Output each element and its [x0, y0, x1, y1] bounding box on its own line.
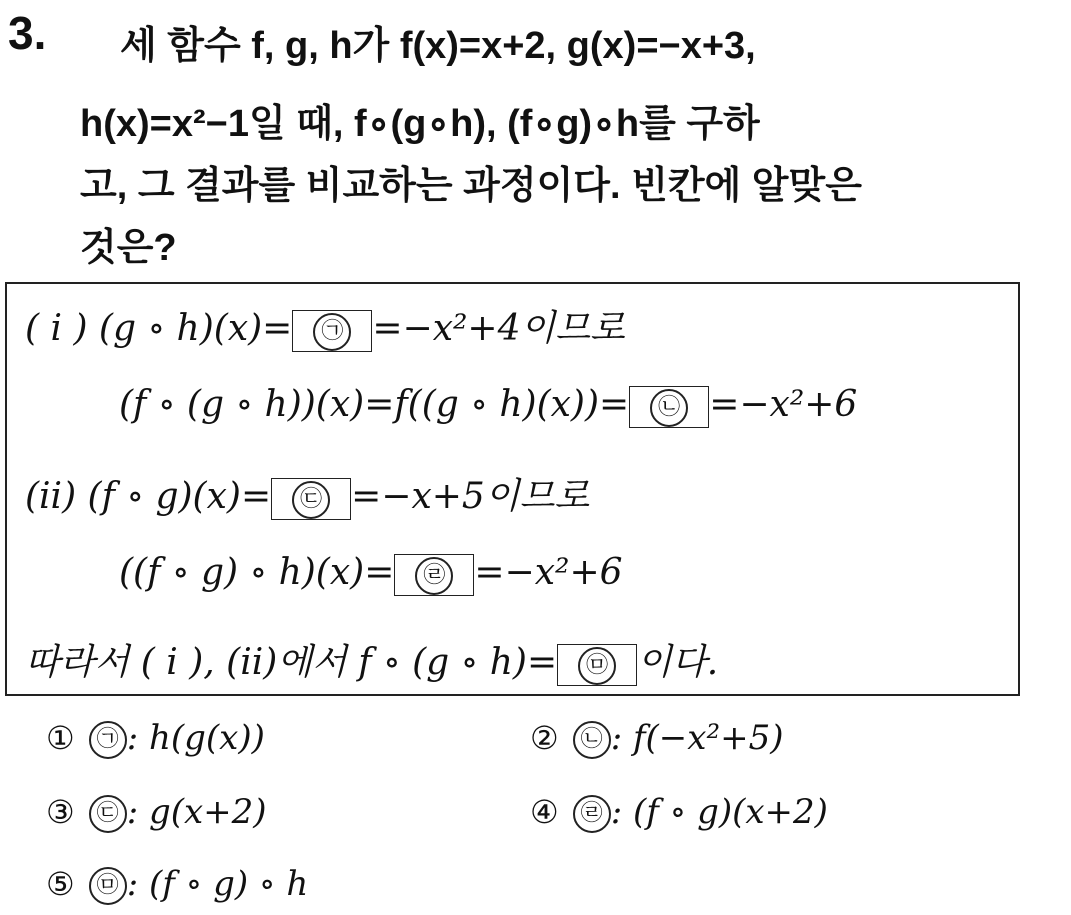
blank-e-label: ㉤ [578, 647, 616, 685]
choice-text: : (f ∘ g) ∘ h [126, 864, 309, 904]
question-line-1: 세 함수 f, g, h가 f(x)=x+2, g(x)=−x+3, [120, 25, 756, 67]
choice-number: ② [530, 719, 559, 757]
choice-2[interactable] [530, 718, 783, 759]
expr-prefix: (f ∘ (g ∘ h))(x)=f((g ∘ h)(x))= [119, 384, 630, 425]
blank-c [271, 478, 351, 520]
blank-b-label: ㉡ [650, 389, 688, 427]
choice-label: ㉣ [573, 795, 611, 833]
choice-label: ㉡ [573, 721, 611, 759]
expr-suffix: =−x²+4이므로 [372, 308, 625, 349]
box-line-1 [25, 300, 625, 352]
choice-text: : h(g(x)) [126, 718, 265, 758]
box-line-4 [119, 552, 623, 596]
blank-e [557, 644, 637, 686]
blank-b [629, 386, 709, 428]
blank-c-label: ㉢ [292, 481, 330, 519]
choice-4[interactable] [530, 792, 828, 833]
choice-5[interactable] [46, 864, 308, 905]
question-line-3: 고, 그 결과를 비교하는 과정이다. 빈칸에 알맞은 [80, 165, 862, 207]
box-line-2 [119, 384, 857, 428]
choice-label: ㉢ [89, 795, 127, 833]
expr-suffix: 이다. [637, 642, 719, 683]
expr-suffix: =−x²+6 [474, 552, 623, 593]
choice-text: : f(−x²+5) [610, 718, 784, 758]
question-line-4: 것은? [80, 227, 177, 269]
question-number: 3. [8, 7, 47, 59]
choice-1[interactable] [46, 718, 265, 759]
choice-number: ⑤ [46, 865, 75, 903]
expr-prefix: ( i ) (g ∘ h)(x)= [25, 308, 293, 349]
solution-box [5, 282, 1020, 696]
blank-d-label: ㉣ [415, 557, 453, 595]
choice-3[interactable] [46, 792, 267, 833]
blank-a [292, 310, 372, 352]
blank-d [394, 554, 474, 596]
choice-number: ④ [530, 793, 559, 831]
choice-text: : g(x+2) [126, 792, 267, 832]
box-line-3 [25, 468, 589, 520]
choice-text: : (f ∘ g)(x+2) [610, 792, 828, 832]
question-line-2: h(x)=x²−1일 때, f∘(g∘h), (f∘g)∘h를 구하 [80, 103, 760, 145]
expr-prefix: (ii) (f ∘ g)(x)= [25, 476, 272, 517]
expr-suffix: =−x+5이므로 [351, 476, 590, 517]
blank-a-label: ㉠ [313, 313, 351, 351]
choice-number: ③ [46, 793, 75, 831]
expr-prefix: ((f ∘ g) ∘ h)(x)= [119, 552, 395, 593]
choice-label: ㉤ [89, 867, 127, 905]
box-line-5 [25, 634, 718, 686]
expr-prefix: 따라서 ( i ), (ii)에서 f ∘ (g ∘ h)= [25, 642, 558, 683]
choice-label: ㉠ [89, 721, 127, 759]
expr-suffix: =−x²+6 [709, 384, 858, 425]
choice-number: ① [46, 719, 75, 757]
